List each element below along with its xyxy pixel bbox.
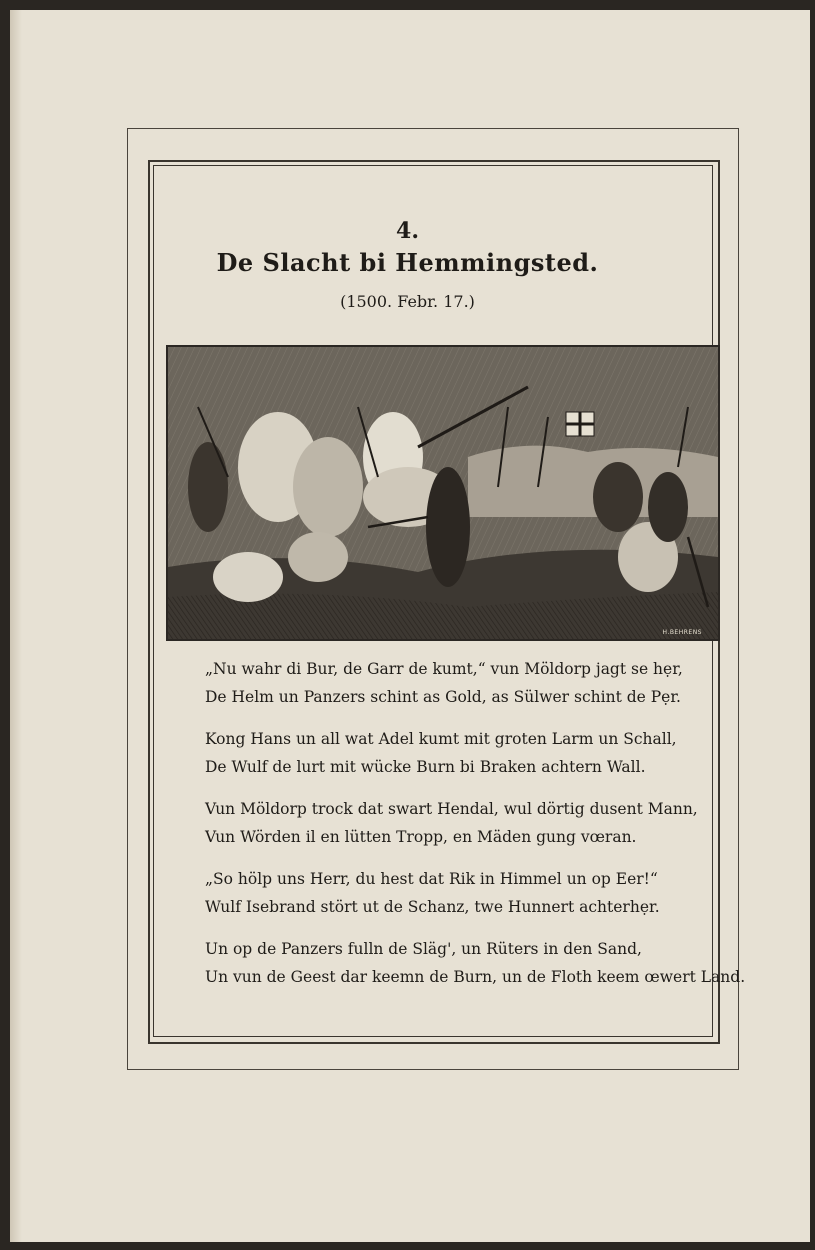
battle-engraving: [166, 345, 720, 641]
stanza: [205, 935, 746, 991]
poem-date: (1500. Febr. 17.): [340, 292, 475, 311]
poem-title: De Slacht bi Hemmingsted.: [216, 248, 599, 277]
verse-line: Vun Wörden il en lütten Tropp, en Mäden gung vœran.: [205, 828, 637, 846]
verse-line: „Nu wahr di Bur, de Garr de kumt,“ vun Möldorp jagt se hẹr,: [205, 660, 683, 678]
verse-line: Kong Hans un all wat Adel kumt mit groten Larm un Schall,: [205, 730, 677, 748]
stanza: [205, 655, 685, 711]
verse-line: Un op de Panzers fulln de Släg', un Rüters in den Sand,: [205, 940, 642, 958]
stanza: [205, 795, 698, 851]
verse-line: Wulf Isebrand stört ut de Schanz, twe Hunnert achterhẹr.: [205, 898, 660, 916]
poem-number: 4.: [396, 218, 419, 244]
verse-line: De Wulf de lurt mit wücke Burn bi Braken achtern Wall.: [205, 758, 646, 776]
engraving-image: [168, 347, 718, 639]
stanza: [205, 725, 685, 781]
verse-line: Vun Möldorp trock dat swart Hendal, wul dörtig dusent Mann,: [205, 800, 698, 818]
verse-line: Un vun de Geest dar keemn de Burn, un de Floth keem œwert Land.: [205, 968, 746, 986]
page-edge: [10, 10, 22, 1242]
stanza: [205, 865, 685, 921]
poem-text: [205, 655, 746, 1005]
engraver-signature: H.BEHRENS: [662, 629, 702, 636]
verse-line: De Helm un Panzers schint as Gold, as Sülwer schint de Pẹr.: [205, 688, 681, 706]
verse-line: „So hölp uns Herr, du hest dat Rik in Himmel un op Eer!“: [205, 870, 658, 888]
